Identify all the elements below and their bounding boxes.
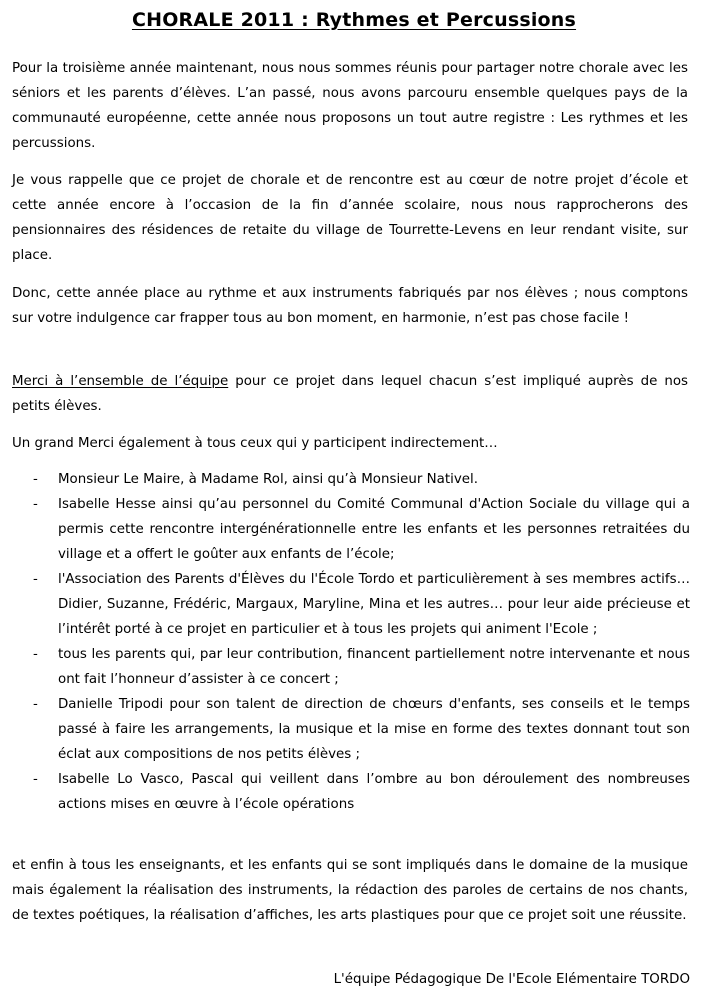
list-item — [12, 767, 690, 817]
list-dash: - — [33, 697, 38, 712]
list-dash: - — [33, 572, 38, 587]
list-item — [12, 492, 690, 567]
list-item — [12, 692, 690, 767]
paragraph-rhythm: Donc, cette année place au rythme et aux instruments fabriqués par nos élèves ; nous comptons sur votre indulgence car frapper tous au bon moment, en harmonie, n’est pas chose facile ! — [12, 286, 688, 326]
list-dash: - — [33, 647, 38, 662]
list-dash: - — [33, 472, 38, 487]
list-item-text: Monsieur Le Maire, à Madame Rol, ainsi qu’à Monsieur Nativel. — [58, 472, 478, 487]
paragraph-closing: et enfin à tous les enseignants, et les enfants qui se sont impliqués dans le domaine de la musique mais également la réalisation des instruments, la rédaction des paroles de certains de nos chants, de textes poétiques, la réalisation d’affiches, les arts plastiques pour que ce projet soit une réussite. — [12, 858, 688, 923]
thanks-team-underlined: Merci à l’ensemble de l’équipe — [12, 374, 229, 389]
signature: L'équipe Pédagogique De l'Ecole Elémentaire TORDO — [333, 972, 690, 987]
list-item — [12, 467, 690, 492]
list-item — [12, 567, 690, 642]
list-dash: - — [33, 772, 38, 787]
thanks-team-rest: pour ce projet dans lequel chacun s’est impliqué auprès de nos petits élèves. — [12, 374, 688, 414]
list-item-text: l'Association des Parents d'Élèves du l'École Tordo et particulièrement à ses membres actifs… Didier, Suzanne, Frédéric, Margaux, Maryline, Mina et les autres… pour leur aide précieuse et l’intérêt porté à ce projet en particulier et à tous les projets qui animent l'Ecole ; — [58, 572, 690, 637]
paragraph-thanks-indirect: Un grand Merci également à tous ceux qui y participent indirectement… — [12, 436, 498, 451]
paragraph-intro: Pour la troisième année maintenant, nous nous sommes réunis pour partager notre chorale avec les séniors et les parents d’élèves. L’an passé, nous avons parcouru ensemble quelques pays de la communauté européenne, cette année nous proposons un tout autre registre : Les rythmes et les percussions. — [12, 61, 688, 151]
list-item-text: Isabelle Lo Vasco, Pascal qui veillent dans l’ombre au bon déroulement des nombreuses actions mises en œuvre à l’école opérations — [58, 772, 690, 812]
paragraph-project: Je vous rappelle que ce projet de chorale et de rencontre est au cœur de notre projet d’école et cette année encore à l’occasion de la fin d’année scolaire, nous nous rapprocherons des pensionnaires des résidences de retaite du village de Tourrette-Levens en leur rendant visite, sur place. — [12, 173, 688, 263]
list-item-text: Danielle Tripodi pour son talent de direction de chœurs d'enfants, ses conseils et le temps passé à faire les arrangements, la musique et la mise en forme des textes donnant tout son éclat aux compositions de nos petits élèves ; — [58, 697, 690, 762]
list-item-text: Isabelle Hesse ainsi qu’au personnel du Comité Communal d'Action Sociale du village qui a permis cette rencontre intergénérationnelle entre les enfants et les personnes retraitées du village et a offert le goûter aux enfants de l’école; — [58, 497, 690, 562]
list-item — [12, 642, 690, 692]
paragraph-thanks-team — [12, 369, 688, 419]
list-item-text: tous les parents qui, par leur contribution, financent partiellement notre intervenante et nous ont fait l’honneur d’assister à ce concert ; — [58, 647, 690, 687]
list-dash: - — [33, 497, 38, 512]
document-title: CHORALE 2011 : Rythmes et Percussions — [131, 9, 577, 31]
thanks-list — [12, 467, 690, 817]
